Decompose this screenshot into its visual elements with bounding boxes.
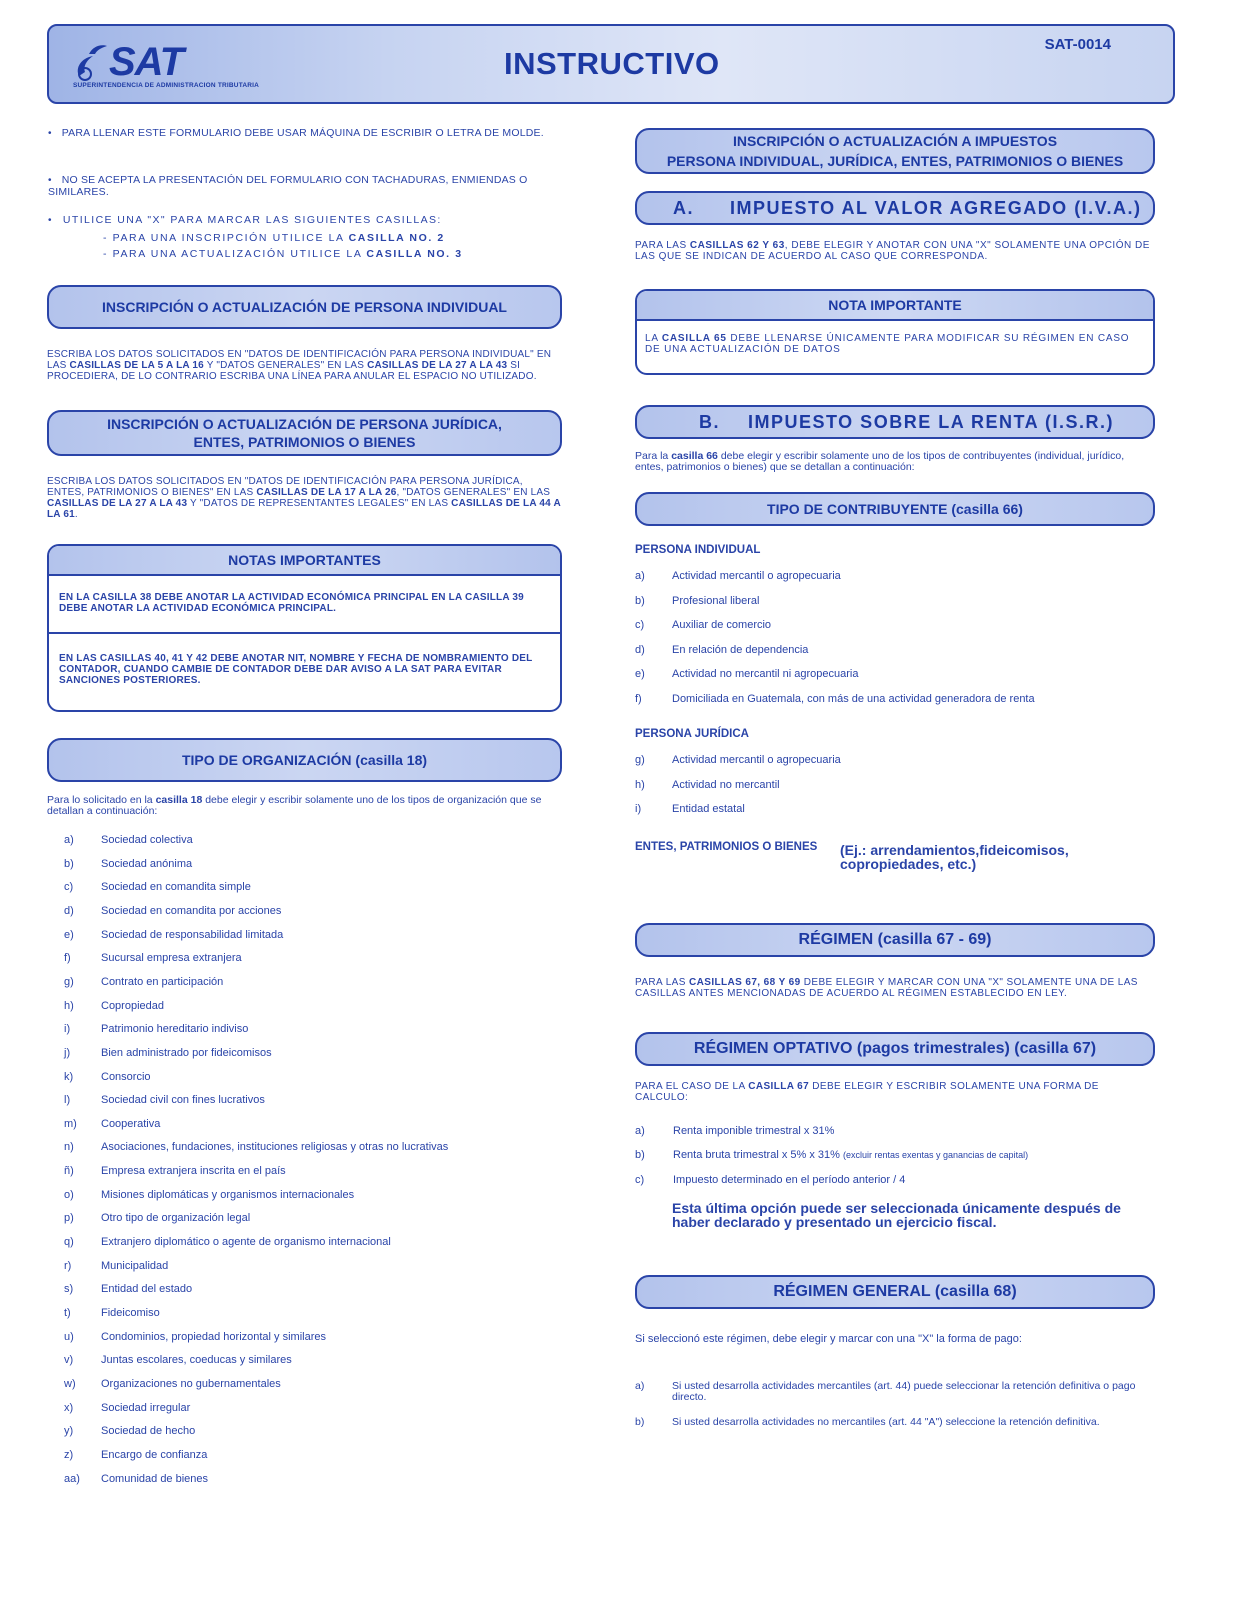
sat-swoosh-icon: [71, 42, 111, 82]
organizacion-item-key: s): [64, 1283, 74, 1296]
individual-item-key: c): [635, 619, 645, 632]
organizacion-item-label: Sucursal empresa extranjera: [101, 952, 242, 965]
juridica-item-label: Entidad estatal: [672, 803, 745, 815]
organizacion-item-key: l): [64, 1094, 71, 1107]
organizacion-item-key: h): [64, 999, 74, 1012]
intro-sub-2: - PARA UNA ACTUALIZACIÓN UTILICE LA CASILLA NO. 3: [103, 248, 463, 260]
organizacion-item-key: f): [64, 952, 71, 965]
organizacion-item-key: n): [64, 1141, 74, 1154]
intro-bullet-3: • UTILICE UNA "X" PARA MARCAR LAS SIGUIENTES CASILLAS:: [48, 214, 442, 226]
organizacion-item-key: g): [64, 975, 74, 988]
nota-importante-text: LA CASILLA 65 DEBE LLENARSE ÚNICAMENTE PARA MODIFICAR SU RÉGIMEN EN CASO DE UNA ACTUALIZACIÓN DE DATOS: [645, 333, 1130, 355]
notas-importantes-title: NOTAS IMPORTANTES: [49, 546, 560, 576]
organizacion-item-key: d): [64, 904, 74, 917]
organizacion-item-label: Sociedad anónima: [101, 857, 193, 870]
individual-item-label: Actividad mercantil o agropecuaria: [672, 570, 841, 582]
section-general-title: RÉGIMEN GENERAL (casilla 68): [635, 1275, 1155, 1309]
individual-item-label: Profesional liberal: [672, 594, 760, 607]
organizacion-item-label: Patrimonio hereditario indiviso: [101, 1023, 249, 1036]
individual-item-key: f): [635, 693, 642, 705]
section-optativo-title: RÉGIMEN OPTATIVO (pagos trimestrales) (casilla 67): [635, 1032, 1155, 1066]
intro-bullet-2: • NO SE ACEPTA LA PRESENTACIÓN DEL FORMULARIO CON TACHADURAS, ENMIENDAS O SIMILARES.: [48, 174, 528, 198]
organizacion-item-label: Condominios, propiedad horizontal y similares: [101, 1330, 327, 1343]
sat-logo: [71, 38, 260, 92]
organizacion-item-key: v): [64, 1354, 74, 1367]
section-juridica-title: INSCRIPCIÓN O ACTUALIZACIÓN DE PERSONA JURÍDICA, ENTES, PATRIMONIOS O BIENES: [47, 410, 562, 456]
organizacion-item-label: Copropiedad: [101, 999, 164, 1012]
isr-text: Para la casilla 66 debe elegir y escribir solamente uno de los tipos de contribuyentes (individual, jurídico, entes, patrimonios o bienes) que se detallan a continuación:: [635, 450, 1125, 473]
individual-item-key: a): [635, 570, 645, 582]
organizacion-item-key: j): [64, 1046, 71, 1059]
organizacion-item-key: aa): [64, 1472, 80, 1485]
individual-item-label: En relación de dependencia: [672, 643, 809, 656]
entes-label: ENTES, PATRIMONIOS O BIENES: [635, 841, 818, 853]
individual-item-key: b): [635, 594, 645, 607]
organizacion-item-key: w): [64, 1377, 76, 1390]
juridica-item-key: g): [635, 754, 645, 766]
individual-item-key: e): [635, 668, 645, 681]
organizacion-item-label: Organizaciones no gubernamentales: [101, 1377, 281, 1390]
organizacion-item-label: Consorcio: [101, 1070, 151, 1083]
organizacion-item-key: e): [64, 928, 74, 941]
juridica-text: ESCRIBA LOS DATOS SOLICITADOS EN "DATOS DE IDENTIFICACIÓN PARA PERSONA JURÍDICA, ENTES, PATRIMONIOS O BIENES" EN LAS CASILLAS DE LA 17 A LA 26, "DATOS GENERALES" EN LAS CASILLAS DE LA 27 A LA 43 Y "DATOS DE REPRESENTANTES LEGALES" EN LAS CASILLAS DE LA 44 A LA 61.: [47, 476, 561, 520]
notas-importantes-box: [47, 544, 562, 712]
instructivo-page: SAT SUPERINTENDENCIA DE ADMINISTRACION TRIBUTARIA INSTRUCTIVO SAT-0014 • PARA LLENAR ESTE FORMULARIO DEBE USAR MÁQUINA DE ESCRIBIR O LETRA DE MOLDE. • NO SE ACEPTA LA PRESENTACIÓN DEL FORMULARIO CON TACHADURAS, ENMIENDAS O SIMILARES. • UTILICE UNA "X" PARA MARCAR LAS SIGUIENTES CASILLAS: - PARA UNA INSCRIPCIÓN UTILICE LA CASILLA NO. 2 - PARA UNA ACTUALIZACIÓN UTILICE LA CASILLA NO. 3 INSCRIPCIÓN O ACTUALIZACIÓN DE PERSONA INDIVIDUAL ESCRIBA LOS DATOS SOLICITADOS EN "DATOS DE IDENTIFICACIÓN PARA PERSONA INDIVIDUAL" EN LAS CASILLAS DE LA 5 A LA 16 Y "DATOS GENERALES" EN LAS CASILLAS DE LA 27 A LA 43 SI PROCEDIERA, DE LO CONTRARIO ESCRIBA UNA LÍNEA PARA ANULAR EL ESPACIO NO UTILIZADO. INSCRIPCIÓN O ACTUALIZACIÓN DE PERSONA JURÍDICA, ENTES, PATRIMONIOS O BIENES ESCRIBA LOS DATOS SOLICITADOS EN "DATOS DE IDENTIFICACIÓN PARA PERSONA JURÍDICA, ENTES, PATRIMONIOS O BIENES" EN LAS CASILLAS DE LA 17 A LA 26, "DATOS GENERALES" EN LAS CASILLAS DE LA 27 A LA 43 Y "DATOS DE REPRESENTANTES LEGALES" EN LAS CASILLAS DE LA 44 A LA 61. NOTAS IMPORTANTES EN LA CASILLA 38 DEBE ANOTAR LA ACTIVIDAD ECONÓMICA PRINCIPAL EN LA CASILLA 39 DEBE ANOTAR LA ACTIVIDAD ECONÓMICA PRINCIPAL. EN LAS CASILLAS 40, 41 Y 42 DEBE ANOTAR NIT, NOMBRE Y FECHA DE NOMBRAMIENTO DEL CONTADOR, CUANDO CAMBIE DE CONTADOR DEBE DAR AVISO A LA SAT PARA EVITAR SANCIONES POSTERIORES. TIPO DE ORGANIZACIÓN (casilla 18) Para lo solicitado en la casilla 18 debe elegir y escribir solamente uno de los tipos de organización que se detallan a continuación: a) Sociedad colectiva b) Sociedad anónima c) Sociedad en comandita simple d) Sociedad en comandita por acciones e) Sociedad de responsabilidad limitada f) Sucursal empresa extranjera g) Contrato en participación h) Copropiedad i) Patrimonio hereditario indiviso j) Bien administrado por fideicomisos k) Consorcio l) Sociedad civil con fines lucrativos m) Cooperativa n) Asociaciones, fundaciones, instituciones religiosas y otras no lucrativas ñ) Empresa extranjera inscrita en el país o) Misiones diplomáticas y organismos internacionales p) Otro tipo de organización legal q) Extranjero diplomático o agente de organismo internacional r) Municipalidad s) Entidad del estado t) Fideicomiso u) Condominios, propiedad horizontal y similares v) Juntas escolares, coeducas y similares w) Organizaciones no gubernamentales x) Sociedad irregular y) Sociedad de hecho z) Encargo de confianza aa) Comunidad de bienes INSCRIPCIÓN O ACTUALIZACIÓN A IMPUESTOS PERSONA INDIVIDUAL, JURÍDICA, ENTES, PATRIMONIOS O BIENES A. IMPUESTO AL VALOR AGREGADO (I.V.A.) PARA LAS CASILLAS 62 Y 63, DEBE ELEGIR Y ANOTAR CON UNA "X" SOLAMENTE UNA OPCIÓN DE LAS QUE SE INDICAN DE ACUERDO AL CASO QUE CORRESPONDA. NOTA IMPORTANTE LA CASILLA 65 DEBE LLENARSE ÚNICAMENTE PARA MODIFICAR SU RÉGIMEN EN CASO DE UNA ACTUALIZACIÓN DE DATOS B. IMPUESTO SOBRE LA RENTA (I.S.R.) Para la casilla 66 debe elegir y escribir solamente uno de los tipos de contribuyentes (individual, jurídico, entes, patrimonios o bienes) que se detallan a continuación: TIPO DE CONTRIBUYENTE (casilla 66) PERSONA INDIVIDUAL a) Actividad mercantil o agropecuaria b) Profesional liberal c) Auxiliar de comercio d) En relación de dependencia e) Actividad no mercantil ni agropecuaria f) Domiciliada en Guatemala, con más de una actividad generadora de renta PERSONA JURÍDICA g) Actividad mercantil o agropecuaria h) Actividad no mercantil i) Entidad estatal ENTES, PATRIMONIOS O BIENES (Ej.: arrendamientos,fideicomisos, copropiedades, etc.) RÉGIMEN (casilla 67 - 69) PARA LAS CASILLAS 67, 68 Y 69 DEBE ELEGIR Y MARCAR CON UNA "X" SOLAMENTE UNA DE LAS CASILLAS ANTES MENCIONADAS DE ACUERDO AL RÉGIMEN ESTABLECIDO EN LEY. RÉGIMEN OPTATIVO (pagos trimestrales) (casilla 67) PARA EL CASO DE LA CASILLA 67 DEBE ELEGIR Y ESCRIBIR SOLAMENTE UNA FORMA DE CALCULO: a) Renta imponible trimestral x 31% b) Renta bruta trimestral x 5% x 31% (excluir rentas exentas y ganancias de capital) c) Impuesto determinado en el período anterior / 4 Esta última opción puede ser seleccionada únicamente después de haber declarado y presentado un ejercicio fiscal. RÉGIMEN GENERAL (casilla 68) Si seleccionó este régimen, debe elegir y marcar con una "X" la forma de pago: a) Si usted desarrolla actividades mercantiles (art. 44) puede seleccionar la retención definitiva o pago directo. b) Si usted desarrolla actividades no mercantiles (art. 44 "A") seleccione la retención definitiva.: [0, 0, 1238, 1600]
organizacion-item-label: Sociedad irregular: [101, 1401, 191, 1414]
organizacion-item-key: t): [64, 1307, 71, 1319]
organizacion-item-label: Encargo de confianza: [101, 1448, 208, 1461]
individual-item-label: Actividad no mercantil ni agropecuaria: [672, 668, 859, 681]
organizacion-item-label: Bien administrado por fideicomisos: [101, 1046, 272, 1059]
organizacion-item-key: z): [64, 1448, 74, 1461]
organizacion-item-label: Sociedad de hecho: [101, 1425, 196, 1438]
organizacion-item-key: k): [64, 1070, 74, 1083]
organizacion-item-label: Extranjero diplomático o agente de organismo internacional: [101, 1236, 391, 1249]
organizacion-item-label: Fideicomiso: [101, 1307, 160, 1319]
page-title: INSTRUCTIVO: [504, 46, 720, 81]
notas-divider: [49, 632, 560, 634]
regimen-text: PARA LAS CASILLAS 67, 68 Y 69 DEBE ELEGIR Y MARCAR CON UNA "X" SOLAMENTE UNA DE LAS CASILLAS ANTES MENCIONADAS DE ACUERDO AL RÉGIMEN ESTABLECIDO EN LEY.: [635, 977, 1138, 999]
optativo-text: PARA EL CASO DE LA CASILLA 67 DEBE ELEGIR Y ESCRIBIR SOLAMENTE UNA FORMA DE CALCULO:: [635, 1081, 1099, 1103]
organizacion-item-key: y): [64, 1425, 74, 1438]
section-iva-title: A. IMPUESTO AL VALOR AGREGADO (I.V.A.): [635, 191, 1155, 225]
form-code: SAT-0014: [1044, 36, 1111, 53]
juridica-item-key: i): [635, 803, 642, 815]
organizacion-item-label: Sociedad civil con fines lucrativos: [101, 1094, 265, 1107]
organizacion-item-label: Sociedad en comandita simple: [101, 881, 251, 894]
intro-sub-1: - PARA UNA INSCRIPCIÓN UTILICE LA CASILLA NO. 2: [103, 232, 445, 244]
entes-note: (Ej.: arrendamientos,fideicomisos, copropiedades, etc.): [840, 842, 1069, 872]
section-impuestos-title: INSCRIPCIÓN O ACTUALIZACIÓN A IMPUESTOS PERSONA INDIVIDUAL, JURÍDICA, ENTES, PATRIMONIOS O BIENES: [635, 128, 1155, 174]
logo-text: SAT: [109, 40, 184, 84]
section-organizacion-title: TIPO DE ORGANIZACIÓN (casilla 18): [47, 738, 562, 782]
section-contribuyente-title: TIPO DE CONTRIBUYENTE (casilla 66): [635, 492, 1155, 526]
juridica-item-key: h): [635, 778, 645, 791]
organizacion-item-key: ñ): [64, 1165, 74, 1178]
juridica-item-label: Actividad no mercantil: [672, 778, 780, 791]
organizacion-item-label: Sociedad colectiva: [101, 834, 193, 846]
organizacion-item-label: Sociedad en comandita por acciones: [101, 904, 282, 917]
organizacion-item-key: p): [64, 1212, 74, 1225]
organizacion-item-label: Sociedad de responsabilidad limitada: [101, 928, 284, 941]
persona-individual-label: PERSONA INDIVIDUAL: [635, 544, 761, 556]
organizacion-item-label: Asociaciones, fundaciones, instituciones religiosas y otras no lucrativas: [101, 1141, 449, 1154]
organizacion-item-label: Empresa extranjera inscrita en el país: [101, 1165, 286, 1178]
juridica-item-label: Actividad mercantil o agropecuaria: [672, 754, 841, 766]
organizacion-item-key: c): [64, 881, 74, 894]
organizacion-item-label: Juntas escolares, coeducas y similares: [101, 1354, 292, 1367]
organizacion-item-label: Otro tipo de organización legal: [101, 1212, 251, 1225]
iva-text: PARA LAS CASILLAS 62 Y 63, DEBE ELEGIR Y ANOTAR CON UNA "X" SOLAMENTE UNA OPCIÓN DE LAS QUE SE INDICAN DE ACUERDO AL CASO QUE CORRESPONDA.: [635, 240, 1150, 262]
organizacion-item-key: r): [64, 1259, 72, 1272]
organizacion-item-label: Misiones diplomáticas y organismos internacionales: [101, 1188, 355, 1201]
organizacion-item-label: Cooperativa: [101, 1117, 161, 1130]
nota-1: EN LA CASILLA 38 DEBE ANOTAR LA ACTIVIDAD ECONÓMICA PRINCIPAL EN LA CASILLA 39 DEBE ANOTAR LA ACTIVIDAD ECONÓMICA PRINCIPAL.: [59, 592, 524, 614]
organizacion-item-key: o): [64, 1188, 74, 1201]
nota-importante-title: NOTA IMPORTANTE: [637, 291, 1153, 321]
organizacion-item-key: u): [64, 1330, 74, 1343]
organizacion-item-label: Entidad del estado: [101, 1283, 193, 1296]
logo-subtitle: SUPERINTENDENCIA DE ADMINISTRACION TRIBUTARIA: [73, 82, 260, 89]
section-individual-title: INSCRIPCIÓN O ACTUALIZACIÓN DE PERSONA INDIVIDUAL: [47, 285, 562, 329]
general-item-a: a) Si usted desarrolla actividades mercantiles (art. 44) puede seleccionar la retención definitiva o pago directo.: [635, 1380, 1136, 1403]
nota-importante-box: [635, 289, 1155, 375]
organizacion-item-label: Municipalidad: [101, 1259, 169, 1272]
organizacion-item-label: Comunidad de bienes: [101, 1472, 209, 1485]
organizacion-intro: Para lo solicitado en la casilla 18 debe elegir y escribir solamente uno de los tipos de organización que se detallan a continuación:: [47, 794, 542, 817]
intro-bullet-1: • PARA LLENAR ESTE FORMULARIO DEBE USAR MÁQUINA DE ESCRIBIR O LETRA DE MOLDE.: [48, 127, 544, 139]
section-regimen-title: RÉGIMEN (casilla 67 - 69): [635, 923, 1155, 957]
organizacion-item-key: m): [64, 1117, 77, 1130]
individual-item-key: d): [635, 643, 645, 656]
nota-2: EN LAS CASILLAS 40, 41 Y 42 DEBE ANOTAR NIT, NOMBRE Y FECHA DE NOMBRAMIENTO DEL CONTADOR, CUANDO CAMBIE DE CONTADOR DEBE DAR AVISO A LA SAT PARA EVITAR SANCIONES POSTERIORES.: [59, 653, 533, 686]
organizacion-item-label: Contrato en participación: [101, 975, 224, 988]
general-item-b: b) Si usted desarrolla actividades no mercantiles (art. 44 "A") seleccione la retención definitiva.: [635, 1416, 1100, 1428]
organizacion-item-key: x): [64, 1401, 74, 1414]
organizacion-item-key: b): [64, 857, 74, 870]
organizacion-item-key: a): [64, 834, 74, 846]
persona-juridica-label: PERSONA JURÍDICA: [635, 728, 749, 740]
general-intro: Si seleccionó este régimen, debe elegir y marcar con una "X" la forma de pago:: [635, 1333, 1022, 1345]
individual-text: ESCRIBA LOS DATOS SOLICITADOS EN "DATOS DE IDENTIFICACIÓN PARA PERSONA INDIVIDUAL" EN LAS CASILLAS DE LA 5 A LA 16 Y "DATOS GENERALES" EN LAS CASILLAS DE LA 27 A LA 43 SI PROCEDIERA, DE LO CONTRARIO ESCRIBA UNA LÍNEA PARA ANULAR EL ESPACIO NO UTILIZADO.: [47, 349, 552, 382]
header-banner: [47, 24, 1175, 104]
optativo-c-note: Esta última opción puede ser seleccionada únicamente después de haber declarado y presentado un ejercicio fiscal.: [672, 1200, 1121, 1230]
individual-item-label: Auxiliar de comercio: [672, 619, 772, 632]
section-isr-title: B. IMPUESTO SOBRE LA RENTA (I.S.R.): [635, 405, 1155, 439]
organizacion-item-key: i): [64, 1023, 71, 1036]
individual-item-label: Domiciliada en Guatemala, con más de una actividad generadora de renta: [672, 693, 1035, 705]
organizacion-item-key: q): [64, 1236, 74, 1249]
